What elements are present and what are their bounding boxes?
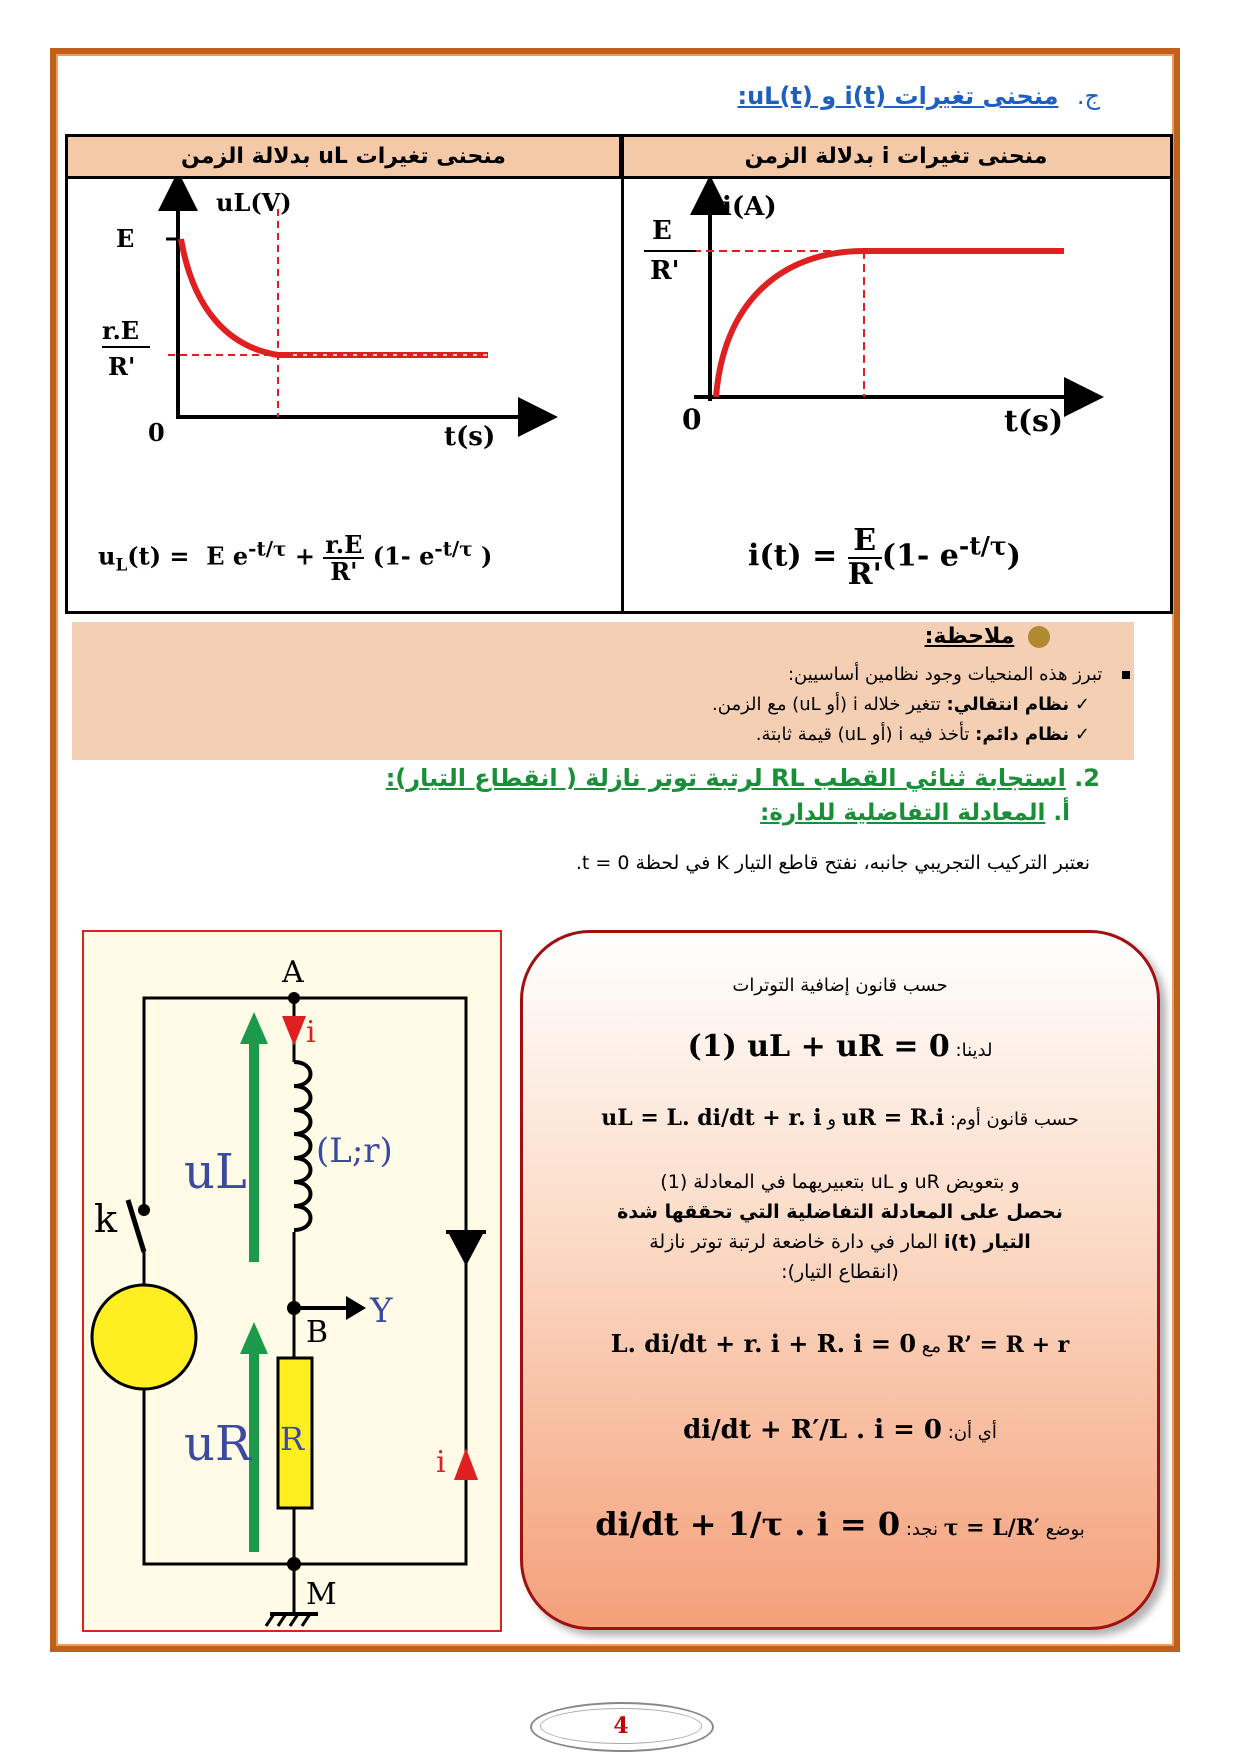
deriv-line-7: (انقطاع التيار): xyxy=(781,1261,899,1283)
current-arrow-icon xyxy=(282,1016,306,1046)
derivation-box xyxy=(520,930,1160,1630)
i-y-label: i(A) xyxy=(722,192,777,222)
deriv-line-8: R’ = R + r مع L. di/dt + r. i + R. i = 0 xyxy=(610,1329,1070,1358)
circuit-svg xyxy=(84,932,500,1630)
note-title: ملاحظة: xyxy=(925,624,1050,649)
section-2-heading: 2. استجابة ثنائي القطب RL لرتبة توتر نازلة ( انقطاع التيار): xyxy=(385,764,1100,792)
ul-curve xyxy=(181,239,488,355)
ul-level-den: R' xyxy=(108,352,136,381)
current-label: i xyxy=(306,1015,316,1050)
intro-text: نعتبر التركيب التجريبي جانبه، نفتح قاطع التيار K في لحظة t = 0. xyxy=(575,852,1090,874)
note-bullet-icon xyxy=(1028,626,1050,648)
ul-formula: $u_L(t) = E$ $e^{-t/\tau}$ + $\frac{r.E}{R'}$ (1- $e^{-t/\tau}$ ) xyxy=(98,530,493,587)
i-level-num: E xyxy=(652,216,672,246)
deriv-line-2: لدينا: (1) uL + uR = 0 xyxy=(687,1029,993,1064)
ul-x-label: t(s) xyxy=(444,422,496,452)
i-curve xyxy=(716,251,1064,397)
section-c-number: ج. xyxy=(1076,82,1100,110)
ul-level-e: E xyxy=(116,224,135,253)
kirchhoff-equation: (1) uL + uR = 0 xyxy=(687,1029,950,1064)
ul-level-num: r.E xyxy=(102,316,140,345)
deriv-line-4: و بتعويض uR و uL بتعبيريهما في المعادلة (1) xyxy=(660,1171,1020,1193)
section-c-heading xyxy=(737,82,1100,110)
inductor-label: (L;r) xyxy=(316,1131,393,1171)
node-b-label: B xyxy=(306,1315,329,1350)
differential-equation-final: di/dt + 1/τ . i = 0 xyxy=(595,1505,901,1543)
i-origin: 0 xyxy=(682,403,702,436)
note-line-1: تبرز هذه المنحيات وجود نظامين أساسيين: xyxy=(788,664,1130,685)
deriv-line-6: التيار i(t) المار في دارة خاضعة لرتبة توتر نازلة xyxy=(649,1231,1031,1253)
diode-icon xyxy=(448,1232,484,1266)
ohm-equation: uL = L. di/dt + r. i xyxy=(601,1105,822,1131)
ul-label: uL xyxy=(184,1144,247,1200)
section-2a-heading: أ. المعادلة التفاضلية للدارة: xyxy=(760,800,1070,826)
ul-y-label: uL(V) xyxy=(216,188,292,217)
deriv-line-9: أي أن: di/dt + R′/L . i = 0 xyxy=(683,1415,997,1445)
ur-label: uR xyxy=(184,1416,252,1472)
current-arrow-icon xyxy=(454,1448,478,1480)
switch-label: k xyxy=(94,1197,118,1241)
square-bullet-icon xyxy=(1122,671,1130,679)
check-icon: ✓ xyxy=(1074,694,1090,715)
check-icon: ✓ xyxy=(1074,724,1090,745)
y-arrow-icon xyxy=(346,1296,366,1320)
resistor-label: R xyxy=(280,1420,305,1458)
deriv-line-1: حسب قانون إضافية التوترات xyxy=(732,975,948,996)
current-label-2: i xyxy=(436,1445,446,1480)
deriv-line-3: حسب قانون أوم: uR = R.i و uL = L. di/dt + r. i xyxy=(601,1105,1079,1131)
note-line-3: ✓ نظام دائم: تأخذ فيه i (أو uL) قيمة ثابتة. xyxy=(755,724,1090,745)
curves-table xyxy=(65,134,1173,614)
i-x-label: t(s) xyxy=(1004,404,1064,439)
page-number: 4 xyxy=(540,1708,702,1744)
generator-icon xyxy=(92,1285,196,1389)
i-formula: i(t) = $\frac{E}{R'}$ (1- $e^{-t/\tau}$) xyxy=(748,523,1021,592)
circuit-diagram xyxy=(82,930,502,1632)
deriv-line-5: نحصل على المعادلة التفاضلية التي تحققها شدة xyxy=(617,1201,1063,1223)
y-label: Y xyxy=(370,1291,393,1331)
differential-equation-1: L. di/dt + r. i + R. i = 0 xyxy=(610,1329,917,1358)
node-m-label: M xyxy=(306,1577,337,1612)
node-a-label: A xyxy=(282,955,304,990)
table-head-i: منحنى تغيرات i بدلالة الزمن xyxy=(619,137,1170,179)
note-line-2: ✓ نظام انتقالي: تتغير خلاله i (أو uL) مع الزمن. xyxy=(712,694,1090,715)
section-c-title: منحنى تغيرات i(t) و uL(t): xyxy=(737,82,1059,110)
tau-definition: τ = L/R′ xyxy=(943,1515,1040,1541)
table-head-ul: منحنى تغيرات uL بدلالة الزمن xyxy=(68,137,619,179)
ul-origin: 0 xyxy=(148,418,165,447)
deriv-line-10: بوضع τ = L/R′ نجد: di/dt + 1/τ . i = 0 xyxy=(595,1505,1085,1543)
i-level-den: R' xyxy=(650,256,680,286)
differential-equation-2: di/dt + R′/L . i = 0 xyxy=(683,1415,943,1445)
